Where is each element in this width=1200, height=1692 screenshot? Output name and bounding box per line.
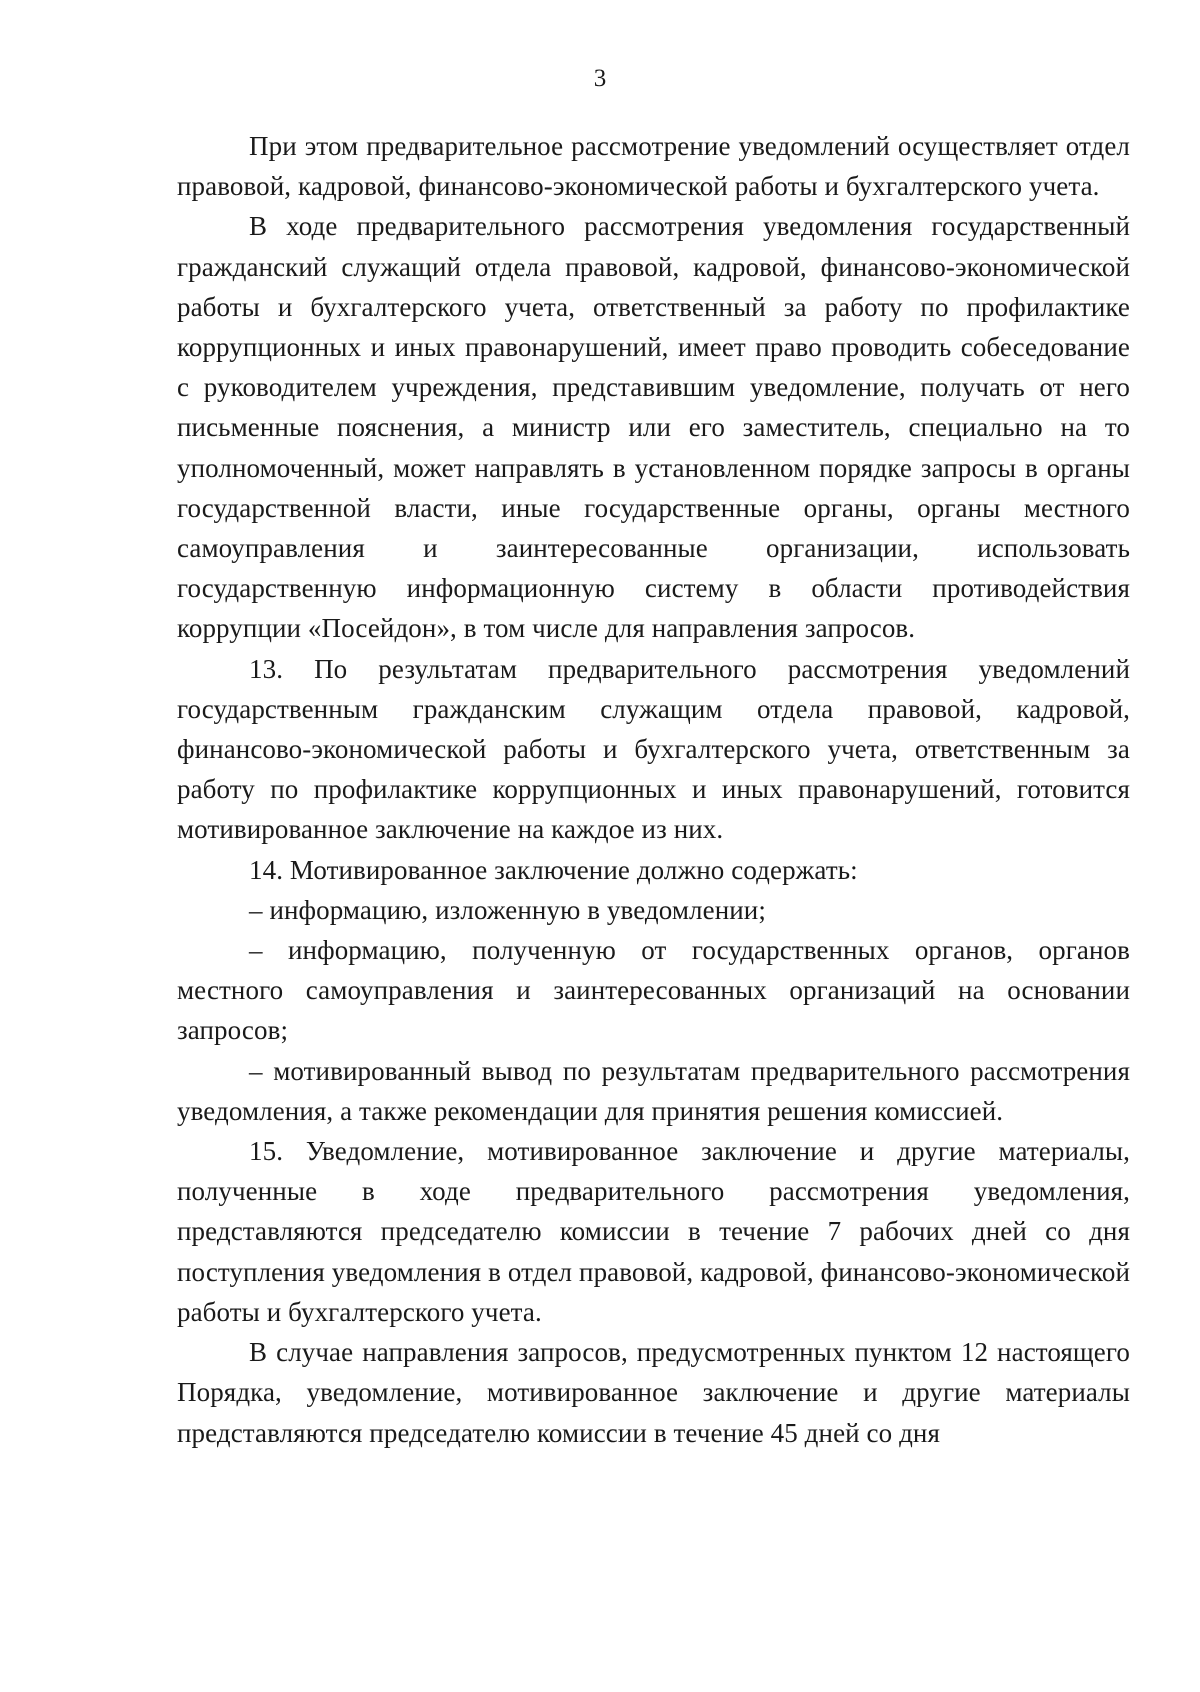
paragraph-review-process: В ходе предварительного рассмотрения уведомления государственный гражданский служащий отдела правовой, кадровой, финансово-экономической работы и бухгалтерского учета, ответственный за работу по профилактике коррупционных и иных правонарушений, имеет право проводить собеседование с руководителем учреждения, представившим уведомление, получать от него письменные пояснения, а министр или его заместитель, специально на то уполномоченный, может направлять в установленном порядке запросы в органы государственной власти, иные государственные органы, органы местного самоуправления и заинтересованные организации, использовать государственную информационную систему в области противодействия коррупции «Посейдон», в том числе для направления запросов.	[177, 211, 1130, 644]
list-item-information: – информацию, изложенную в уведомлении;	[249, 894, 766, 925]
list-item-received-information: – информацию, полученную от государственных органов, органов местного самоуправления и заинтересованных организаций на основании запросов;	[177, 935, 1130, 1046]
document-body	[177, 126, 1130, 1453]
paragraph-preliminary-review: При этом предварительное рассмотрение уведомлений осуществляет отдел правовой, кадровой, финансово-экономической работы и бухгалтерского учета.	[177, 131, 1130, 202]
paragraph-item-15: 15. Уведомление, мотивированное заключение и другие материалы, полученные в ходе предварительного рассмотрения уведомления, представляются председателю комиссии в течение 7 рабочих дней со дня поступления уведомления в отдел правовой, кадровой, финансово-экономической работы и бухгалтерского учета.	[177, 1136, 1130, 1327]
paragraph-item-14: 14. Мотивированное заключение должно содержать:	[249, 854, 858, 885]
page-number: 3	[593, 65, 607, 92]
paragraph-item-13: 13. По результатам предварительного рассмотрения уведомлений государственным гражданским служащим отдела правовой, кадровой, финансово-экономической работы и бухгалтерского учета, ответственным за работу по профилактике коррупционных и иных правонарушений, готовится мотивированное заключение на каждое из них.	[177, 653, 1130, 845]
list-item-motivated-conclusion: – мотивированный вывод по результатам предварительного рассмотрения уведомления, а также рекомендации для принятия решения комиссией.	[177, 1055, 1130, 1126]
paragraph-requests-case: В случае направления запросов, предусмотренных пунктом 12 настоящего Порядка, уведомление, мотивированное заключение и другие материалы представляются председателю комиссии в течение 45 дней со дня	[177, 1337, 1130, 1448]
